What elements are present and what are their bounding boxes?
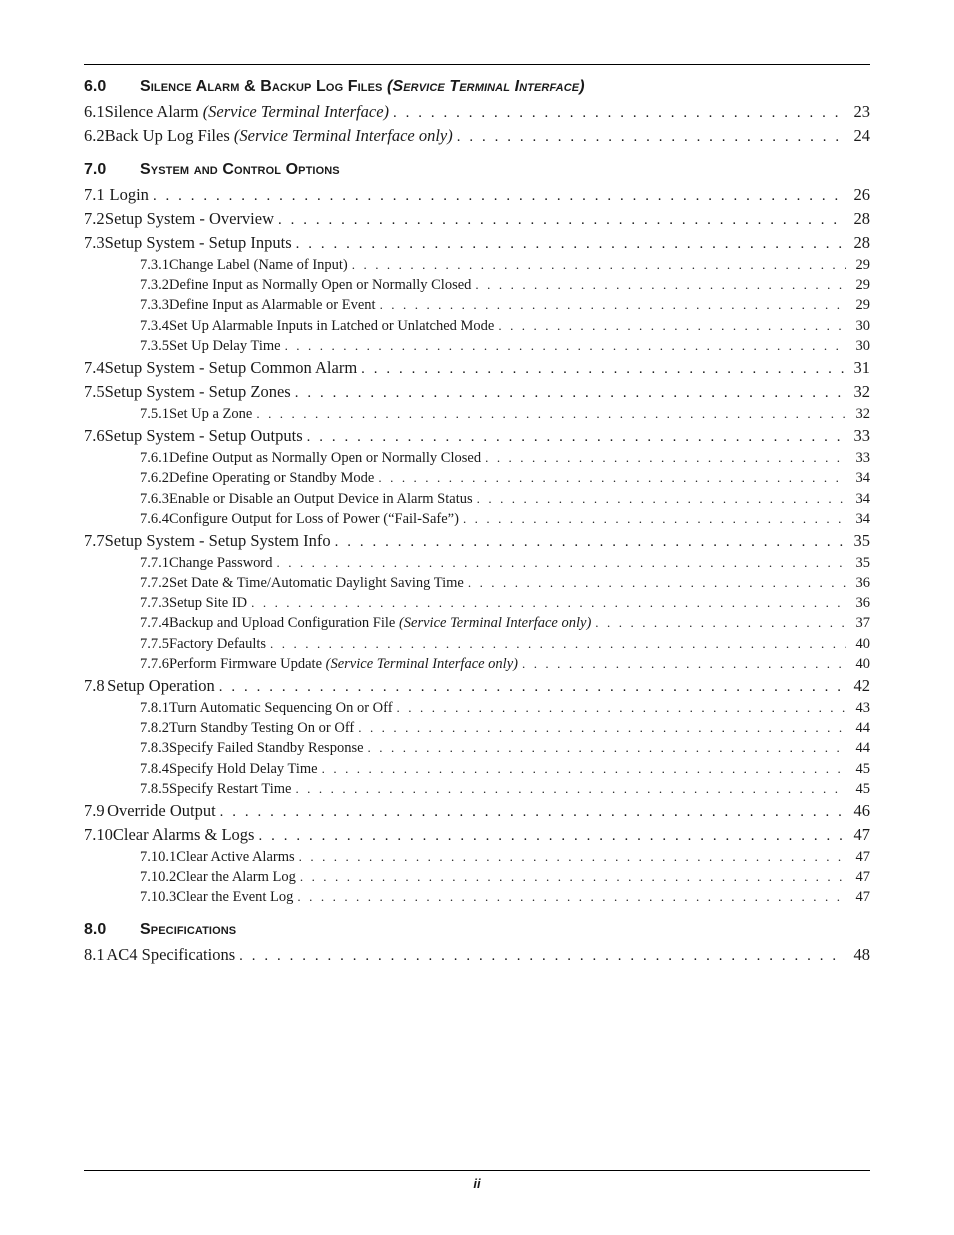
dot-leader bbox=[153, 188, 846, 205]
entry-title-text: Set Up a Zone bbox=[169, 405, 253, 422]
toc-entry[interactable] bbox=[84, 233, 870, 257]
entry-title-text: Setup System - Setup Zones bbox=[104, 381, 291, 401]
toc-subentry[interactable] bbox=[84, 720, 870, 740]
page-reference: 23 bbox=[853, 102, 870, 121]
toc-subentry[interactable] bbox=[84, 470, 870, 490]
page-reference: 36 bbox=[855, 575, 870, 592]
page-reference: 31 bbox=[853, 357, 870, 377]
dot-leader bbox=[498, 318, 846, 334]
entry-title-text: Specify Hold Delay Time bbox=[169, 760, 318, 777]
entry-title bbox=[176, 849, 294, 866]
dot-leader bbox=[485, 450, 846, 466]
entry-number: 7.9 bbox=[84, 800, 105, 820]
entry-title bbox=[105, 426, 303, 446]
page-reference: 43 bbox=[855, 700, 870, 716]
dot-leader bbox=[256, 406, 846, 422]
dot-leader bbox=[258, 828, 846, 845]
entry-title bbox=[169, 511, 459, 528]
entry-title bbox=[169, 575, 464, 592]
entry-number: 7.3.2 bbox=[140, 277, 169, 294]
toc-subentry[interactable] bbox=[84, 781, 870, 801]
page-reference: 47 bbox=[855, 889, 870, 906]
entry-number: 7.8.5 bbox=[140, 780, 169, 797]
page-reference: 34 bbox=[855, 470, 870, 487]
page-reference: 36 bbox=[855, 595, 870, 612]
toc-entry[interactable] bbox=[84, 358, 870, 382]
entry-title bbox=[169, 491, 473, 508]
toc-section-heading[interactable] bbox=[84, 161, 870, 181]
entry-number: 7.3.3 bbox=[140, 297, 169, 314]
page-reference: 26 bbox=[853, 185, 870, 204]
section-number: 7.0 bbox=[84, 161, 107, 178]
toc-entry[interactable] bbox=[84, 102, 870, 126]
entry-title-text: Login bbox=[109, 185, 149, 204]
page-number: ii bbox=[473, 1176, 481, 1191]
toc-subentry[interactable] bbox=[84, 869, 870, 889]
entry-title-text: Enable or Disable an Output Device in Alarm Status bbox=[169, 490, 473, 507]
toc-entry[interactable] bbox=[84, 531, 870, 555]
dot-leader bbox=[270, 636, 846, 652]
toc-subentry[interactable] bbox=[84, 277, 870, 297]
entry-title bbox=[105, 382, 291, 402]
entry-title bbox=[105, 126, 453, 146]
page-reference: 37 bbox=[855, 615, 870, 632]
entry-number: 7.8.4 bbox=[140, 760, 169, 777]
entry-title bbox=[105, 531, 331, 551]
section-title-text: Silence Alarm & Backup Log Files bbox=[140, 78, 383, 95]
entry-number: 7.10 bbox=[84, 824, 113, 844]
dot-leader bbox=[220, 804, 846, 821]
dot-leader bbox=[475, 277, 846, 293]
entry-title bbox=[169, 555, 273, 572]
toc-entry[interactable] bbox=[84, 126, 870, 150]
entry-title bbox=[176, 889, 293, 906]
toc-subentry[interactable] bbox=[84, 318, 870, 338]
entry-title bbox=[169, 615, 591, 632]
entry-title-italic: (Service Terminal Interface only) bbox=[325, 655, 518, 672]
page-reference: 33 bbox=[853, 426, 870, 446]
entry-title-text: Setup System - Setup Outputs bbox=[104, 426, 303, 446]
toc-subentry[interactable] bbox=[84, 491, 870, 511]
page-reference: 24 bbox=[853, 126, 870, 145]
entry-title bbox=[169, 450, 481, 467]
entry-title bbox=[169, 740, 364, 757]
entry-title bbox=[105, 102, 389, 122]
entry-title-text: Specify Failed Standby Response bbox=[169, 740, 364, 757]
entry-number: 7.3.4 bbox=[140, 317, 169, 334]
page-reference: 47 bbox=[855, 869, 870, 886]
toc-section-heading[interactable] bbox=[84, 78, 870, 98]
page-reference: 47 bbox=[855, 848, 870, 865]
entry-number: 7.7.1 bbox=[140, 554, 169, 571]
entry-title-italic: (Service Terminal Interface only) bbox=[233, 126, 453, 145]
entry-title-text: Turn Automatic Sequencing On or Off bbox=[169, 700, 393, 716]
entry-title-text: Clear the Event Log bbox=[176, 889, 294, 906]
entry-title-text: Define Input as Alarmable or Event bbox=[169, 297, 376, 314]
entry-title bbox=[105, 209, 274, 229]
toc-entry[interactable] bbox=[84, 945, 870, 969]
entry-title bbox=[176, 869, 296, 886]
entry-title-text: Clear Alarms & Logs bbox=[112, 824, 255, 844]
entry-title bbox=[169, 318, 494, 335]
dot-leader bbox=[457, 129, 846, 146]
entry-title-text: AC4 Specifications bbox=[106, 944, 236, 964]
toc-subentry[interactable] bbox=[84, 257, 870, 277]
dot-leader bbox=[300, 869, 846, 885]
toc-subentry[interactable] bbox=[84, 615, 870, 635]
page-reference: 40 bbox=[855, 635, 870, 652]
entry-number: 7.7.5 bbox=[140, 635, 169, 652]
entry-title-text: Change Label (Name of Input) bbox=[169, 257, 348, 273]
toc-entry[interactable] bbox=[84, 825, 870, 849]
entry-title bbox=[169, 761, 318, 778]
entry-title-text: Define Operating or Standby Mode bbox=[169, 470, 375, 487]
toc-section-heading[interactable] bbox=[84, 921, 870, 941]
dot-leader bbox=[297, 889, 846, 905]
page-reference: 32 bbox=[855, 405, 870, 422]
page-reference: 30 bbox=[855, 337, 870, 354]
entry-title bbox=[105, 358, 358, 378]
entry-title-text: Setup System - Setup Inputs bbox=[104, 233, 292, 252]
entry-title bbox=[106, 945, 235, 965]
table-of-contents bbox=[84, 78, 870, 969]
entry-title-text: Setup System - Setup Common Alarm bbox=[104, 357, 358, 377]
dot-leader bbox=[285, 338, 846, 354]
entry-title bbox=[169, 700, 393, 717]
dot-leader bbox=[380, 297, 846, 313]
entry-title bbox=[169, 595, 247, 612]
toc-entry[interactable] bbox=[84, 801, 870, 825]
page-reference: 42 bbox=[853, 676, 870, 695]
entry-title bbox=[169, 277, 471, 294]
entry-title bbox=[113, 825, 255, 845]
entry-number: 7.7.2 bbox=[140, 575, 169, 592]
toc-subentry[interactable] bbox=[84, 656, 870, 676]
entry-title-text: Define Output as Normally Open or Normally Closed bbox=[169, 450, 482, 467]
entry-number: 7.6.3 bbox=[140, 490, 169, 507]
entry-number: 7.7.6 bbox=[140, 655, 169, 672]
entry-title-text: Set Up Alarmable Inputs in Latched or Unlatched Mode bbox=[169, 317, 495, 334]
toc-entry[interactable] bbox=[84, 382, 870, 406]
entry-number: 7.5 bbox=[84, 381, 105, 401]
entry-number: 7.6.2 bbox=[140, 470, 169, 487]
entry-title-text: Setup Operation bbox=[107, 676, 215, 695]
section-title bbox=[140, 921, 236, 939]
toc-subentry[interactable] bbox=[84, 700, 870, 720]
entry-number: 7.6 bbox=[84, 426, 105, 446]
header-rule bbox=[84, 64, 870, 65]
dot-leader bbox=[368, 740, 846, 756]
entry-title-text: Configure Output for Loss of Power (“Fail-Safe”) bbox=[169, 510, 459, 527]
entry-number: 7.6.1 bbox=[140, 450, 169, 467]
entry-number: 7.2 bbox=[84, 209, 105, 228]
entry-number: 7.10.3 bbox=[140, 889, 177, 906]
page-reference: 29 bbox=[855, 257, 870, 273]
entry-title-text: Change Password bbox=[169, 554, 273, 571]
dot-leader bbox=[468, 575, 846, 591]
entry-title-text: Setup System - Overview bbox=[104, 209, 275, 228]
toc-entry[interactable] bbox=[84, 185, 870, 209]
entry-number: 7.4 bbox=[84, 357, 105, 377]
entry-number: 6.1 bbox=[84, 102, 105, 121]
entry-title-text: Setup Site ID bbox=[169, 595, 248, 612]
entry-title bbox=[169, 636, 266, 653]
dot-leader bbox=[352, 257, 846, 273]
dot-leader bbox=[251, 595, 846, 611]
entry-title bbox=[107, 676, 215, 696]
entry-number: 7.7.3 bbox=[140, 595, 169, 612]
entry-title-text: Factory Defaults bbox=[169, 635, 267, 652]
footer-rule bbox=[84, 1170, 870, 1171]
entry-title-text: Silence Alarm bbox=[104, 102, 199, 121]
toc-entry[interactable] bbox=[84, 676, 870, 700]
section-number: 6.0 bbox=[84, 78, 107, 95]
toc-subentry[interactable] bbox=[84, 889, 870, 909]
entry-title bbox=[169, 656, 518, 673]
entry-title-text: Back Up Log Files bbox=[104, 126, 230, 145]
page-reference: 34 bbox=[855, 510, 870, 527]
dot-leader bbox=[358, 720, 846, 736]
entry-number: 7.7 bbox=[84, 530, 105, 550]
entry-title bbox=[169, 297, 376, 314]
entry-title bbox=[105, 233, 292, 253]
entry-number: 7.10.2 bbox=[140, 869, 177, 886]
toc-subentry[interactable] bbox=[84, 338, 870, 358]
page-reference: 33 bbox=[855, 450, 870, 467]
page-reference: 40 bbox=[855, 655, 870, 672]
entry-number: 7.3.1 bbox=[140, 257, 169, 273]
dot-leader bbox=[295, 781, 846, 797]
entry-title-text: Setup System - Setup System Info bbox=[104, 530, 331, 550]
page-reference: 46 bbox=[853, 800, 870, 820]
entry-title bbox=[169, 406, 252, 423]
entry-number: 7.7.4 bbox=[140, 615, 169, 632]
entry-number: 7.8.2 bbox=[140, 720, 169, 737]
toc-subentry[interactable] bbox=[84, 450, 870, 470]
entry-number: 7.8.3 bbox=[140, 740, 169, 757]
page-reference: 28 bbox=[853, 233, 870, 252]
dot-leader bbox=[378, 470, 846, 486]
entry-number: 7.6.4 bbox=[140, 510, 169, 527]
page-reference: 45 bbox=[855, 760, 870, 777]
dot-leader bbox=[393, 105, 846, 122]
toc-subentry[interactable] bbox=[84, 761, 870, 781]
toc-subentry[interactable] bbox=[84, 849, 870, 869]
entry-number: 7.3 bbox=[84, 233, 105, 252]
section-title-text: Specifications bbox=[140, 920, 237, 938]
section-title bbox=[140, 161, 340, 179]
entry-title bbox=[169, 470, 374, 487]
dot-leader bbox=[335, 534, 846, 551]
entry-title bbox=[169, 338, 281, 355]
entry-title-text: Perform Firmware Update bbox=[169, 655, 323, 672]
entry-title-text: Define Input as Normally Open or Normally Closed bbox=[169, 277, 472, 294]
page-reference: 29 bbox=[855, 297, 870, 314]
toc-entry[interactable] bbox=[84, 209, 870, 233]
toc-subentry[interactable] bbox=[84, 595, 870, 615]
dot-leader bbox=[463, 511, 846, 527]
entry-number: 7.10.1 bbox=[140, 848, 177, 865]
page-reference: 44 bbox=[855, 720, 870, 737]
entry-number: 7.1 bbox=[84, 185, 105, 204]
entry-number: 7.8 bbox=[84, 676, 105, 695]
dot-leader bbox=[307, 429, 846, 446]
entry-number: 7.3.5 bbox=[140, 337, 169, 354]
toc-subentry[interactable] bbox=[84, 555, 870, 575]
page-reference: 29 bbox=[855, 277, 870, 294]
dot-leader bbox=[322, 761, 846, 777]
dot-leader bbox=[239, 948, 846, 965]
entry-title-text: Turn Standby Testing On or Off bbox=[169, 720, 355, 737]
entry-title-text: Set Date & Time/Automatic Daylight Saving Time bbox=[169, 575, 464, 592]
page-reference: 48 bbox=[853, 944, 870, 964]
entry-number: 7.8.1 bbox=[140, 700, 169, 716]
entry-title bbox=[169, 720, 354, 737]
section-title bbox=[140, 78, 585, 96]
dot-leader bbox=[277, 555, 846, 571]
toc-subentry[interactable] bbox=[84, 636, 870, 656]
dot-leader bbox=[295, 385, 846, 402]
page-reference: 35 bbox=[855, 554, 870, 571]
entry-title-text: Backup and Upload Configuration File bbox=[169, 615, 396, 632]
dot-leader bbox=[595, 615, 846, 631]
dot-leader bbox=[522, 656, 846, 672]
page-reference: 44 bbox=[855, 740, 870, 757]
entry-title-text: Override Output bbox=[107, 800, 216, 820]
entry-title bbox=[169, 781, 291, 798]
dot-leader bbox=[397, 700, 846, 716]
dot-leader bbox=[219, 679, 846, 696]
page-reference: 34 bbox=[855, 490, 870, 507]
toc-subentry[interactable] bbox=[84, 406, 870, 426]
dot-leader bbox=[278, 212, 846, 229]
entry-number: 7.5.1 bbox=[140, 405, 169, 422]
toc-subentry[interactable] bbox=[84, 297, 870, 317]
section-title-italic: (Service Terminal Interface) bbox=[387, 78, 585, 95]
entry-title-text: Clear the Alarm Log bbox=[176, 869, 296, 886]
page-reference: 45 bbox=[855, 780, 870, 797]
entry-title-text: Specify Restart Time bbox=[169, 780, 292, 797]
page-reference: 28 bbox=[853, 209, 870, 228]
dot-leader bbox=[361, 361, 846, 378]
entry-title bbox=[110, 185, 149, 205]
page-reference: 47 bbox=[853, 824, 870, 844]
toc-subentry[interactable] bbox=[84, 575, 870, 595]
entry-title-italic: (Service Terminal Interface only) bbox=[398, 615, 592, 632]
page-reference: 30 bbox=[855, 317, 870, 334]
entry-title bbox=[107, 801, 216, 821]
page-reference: 35 bbox=[853, 530, 870, 550]
entry-title-italic: (Service Terminal Interface) bbox=[202, 102, 390, 121]
dot-leader bbox=[296, 236, 846, 253]
section-title-text: System and Control Options bbox=[140, 161, 340, 178]
entry-title-text: Clear Active Alarms bbox=[176, 848, 295, 865]
entry-number: 8.1 bbox=[84, 944, 105, 964]
section-number: 8.0 bbox=[84, 920, 107, 938]
page-reference: 32 bbox=[853, 381, 870, 401]
toc-subentry[interactable] bbox=[84, 511, 870, 531]
toc-entry[interactable] bbox=[84, 426, 870, 450]
entry-title bbox=[169, 257, 348, 274]
toc-subentry[interactable] bbox=[84, 740, 870, 760]
dot-leader bbox=[299, 849, 846, 865]
dot-leader bbox=[477, 491, 846, 507]
entry-number: 6.2 bbox=[84, 126, 105, 145]
entry-title-text: Set Up Delay Time bbox=[169, 337, 281, 354]
